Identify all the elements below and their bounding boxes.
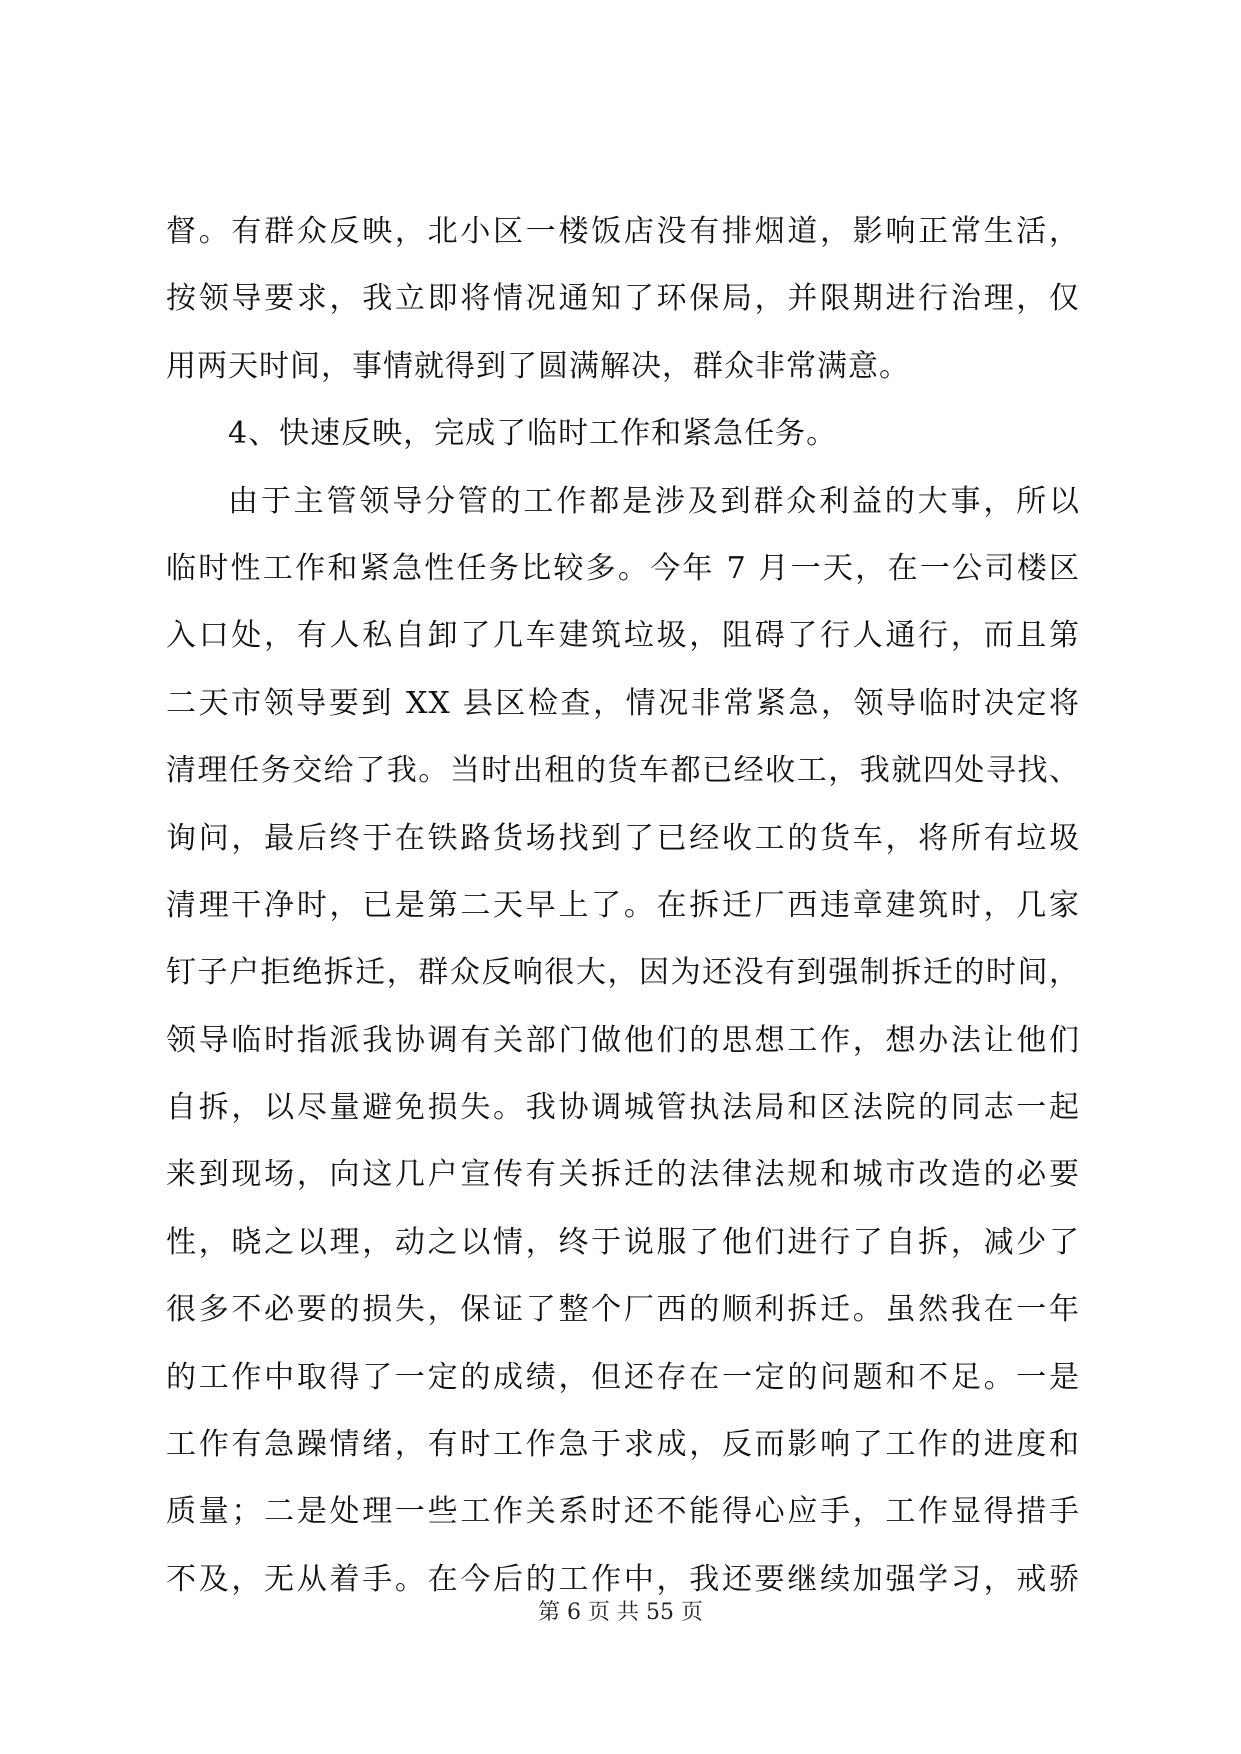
text-line: 清理任务交给了我。当时出租的货车都已经收工，我就四处寻找、 [166, 753, 1080, 789]
text-line: 性，晓之以理，动之以情，终于说服了他们进行了自拆，减少了 [166, 1224, 1080, 1260]
text-line: 用两天时间，事情就得到了圆满解决，群众非常满意。 [166, 348, 910, 384]
document-body [166, 198, 1080, 1613]
text-line: 工作有急躁情绪，有时工作急于求成，反而影响了工作的进度和 [166, 1427, 1080, 1463]
text-line: 质量；二是处理一些工作关系时还不能得心应手，工作显得措手 [166, 1494, 1080, 1530]
text-line: 询问，最后终于在铁路货场找到了已经收工的货车，将所有垃圾 [166, 820, 1080, 856]
section-heading: 4、快速反映，完成了临时工作和紧急任务。 [228, 416, 838, 452]
text-line: 二天市领导要到 XX 县区检查，情况非常紧急，领导临时决定将 [166, 685, 1080, 721]
text-line: 督。有群众反映，北小区一楼饭店没有排烟道，影响正常生活， [166, 214, 1080, 249]
page-number-footer: 第 6 页 共 55 页 [538, 1600, 703, 1625]
text-line: 清理干净时，已是第二天早上了。在拆迁厂西违章建筑时，几家 [166, 887, 1080, 923]
text-line: 来到现场，向这几户宣传有关拆迁的法律法规和城市改造的必要 [166, 1157, 1080, 1193]
text-line: 领导临时指派我协调有关部门做他们的思想工作，想办法让他们 [166, 1022, 1080, 1058]
text-line: 的工作中取得了一定的成绩，但还存在一定的问题和不足。一是 [166, 1359, 1080, 1395]
text-line: 自拆，以尽量避免损失。我协调城管执法局和区法院的同志一起 [166, 1090, 1080, 1126]
text-line: 不及，无从着手。在今后的工作中，我还要继续加强学习，戒骄 [166, 1561, 1080, 1597]
text-line: 很多不必要的损失，保证了整个厂西的顺利拆迁。虽然我在一年 [166, 1292, 1080, 1328]
text-line: 按领导要求，我立即将情况通知了环保局，并限期进行治理，仅 [166, 281, 1080, 317]
text-line: 由于主管领导分管的工作都是涉及到群众利益的大事，所以 [228, 483, 1080, 519]
text-line: 入口处，有人私自卸了几车建筑垃圾，阻碍了行人通行，而且第 [166, 618, 1080, 654]
text-line: 钉子户拒绝拆迁，群众反响很大，因为还没有到强制拆迁的时间， [166, 955, 1080, 991]
text-line: 临时性工作和紧急性任务比较多。今年 7 月一天，在一公司楼区 [166, 550, 1080, 586]
